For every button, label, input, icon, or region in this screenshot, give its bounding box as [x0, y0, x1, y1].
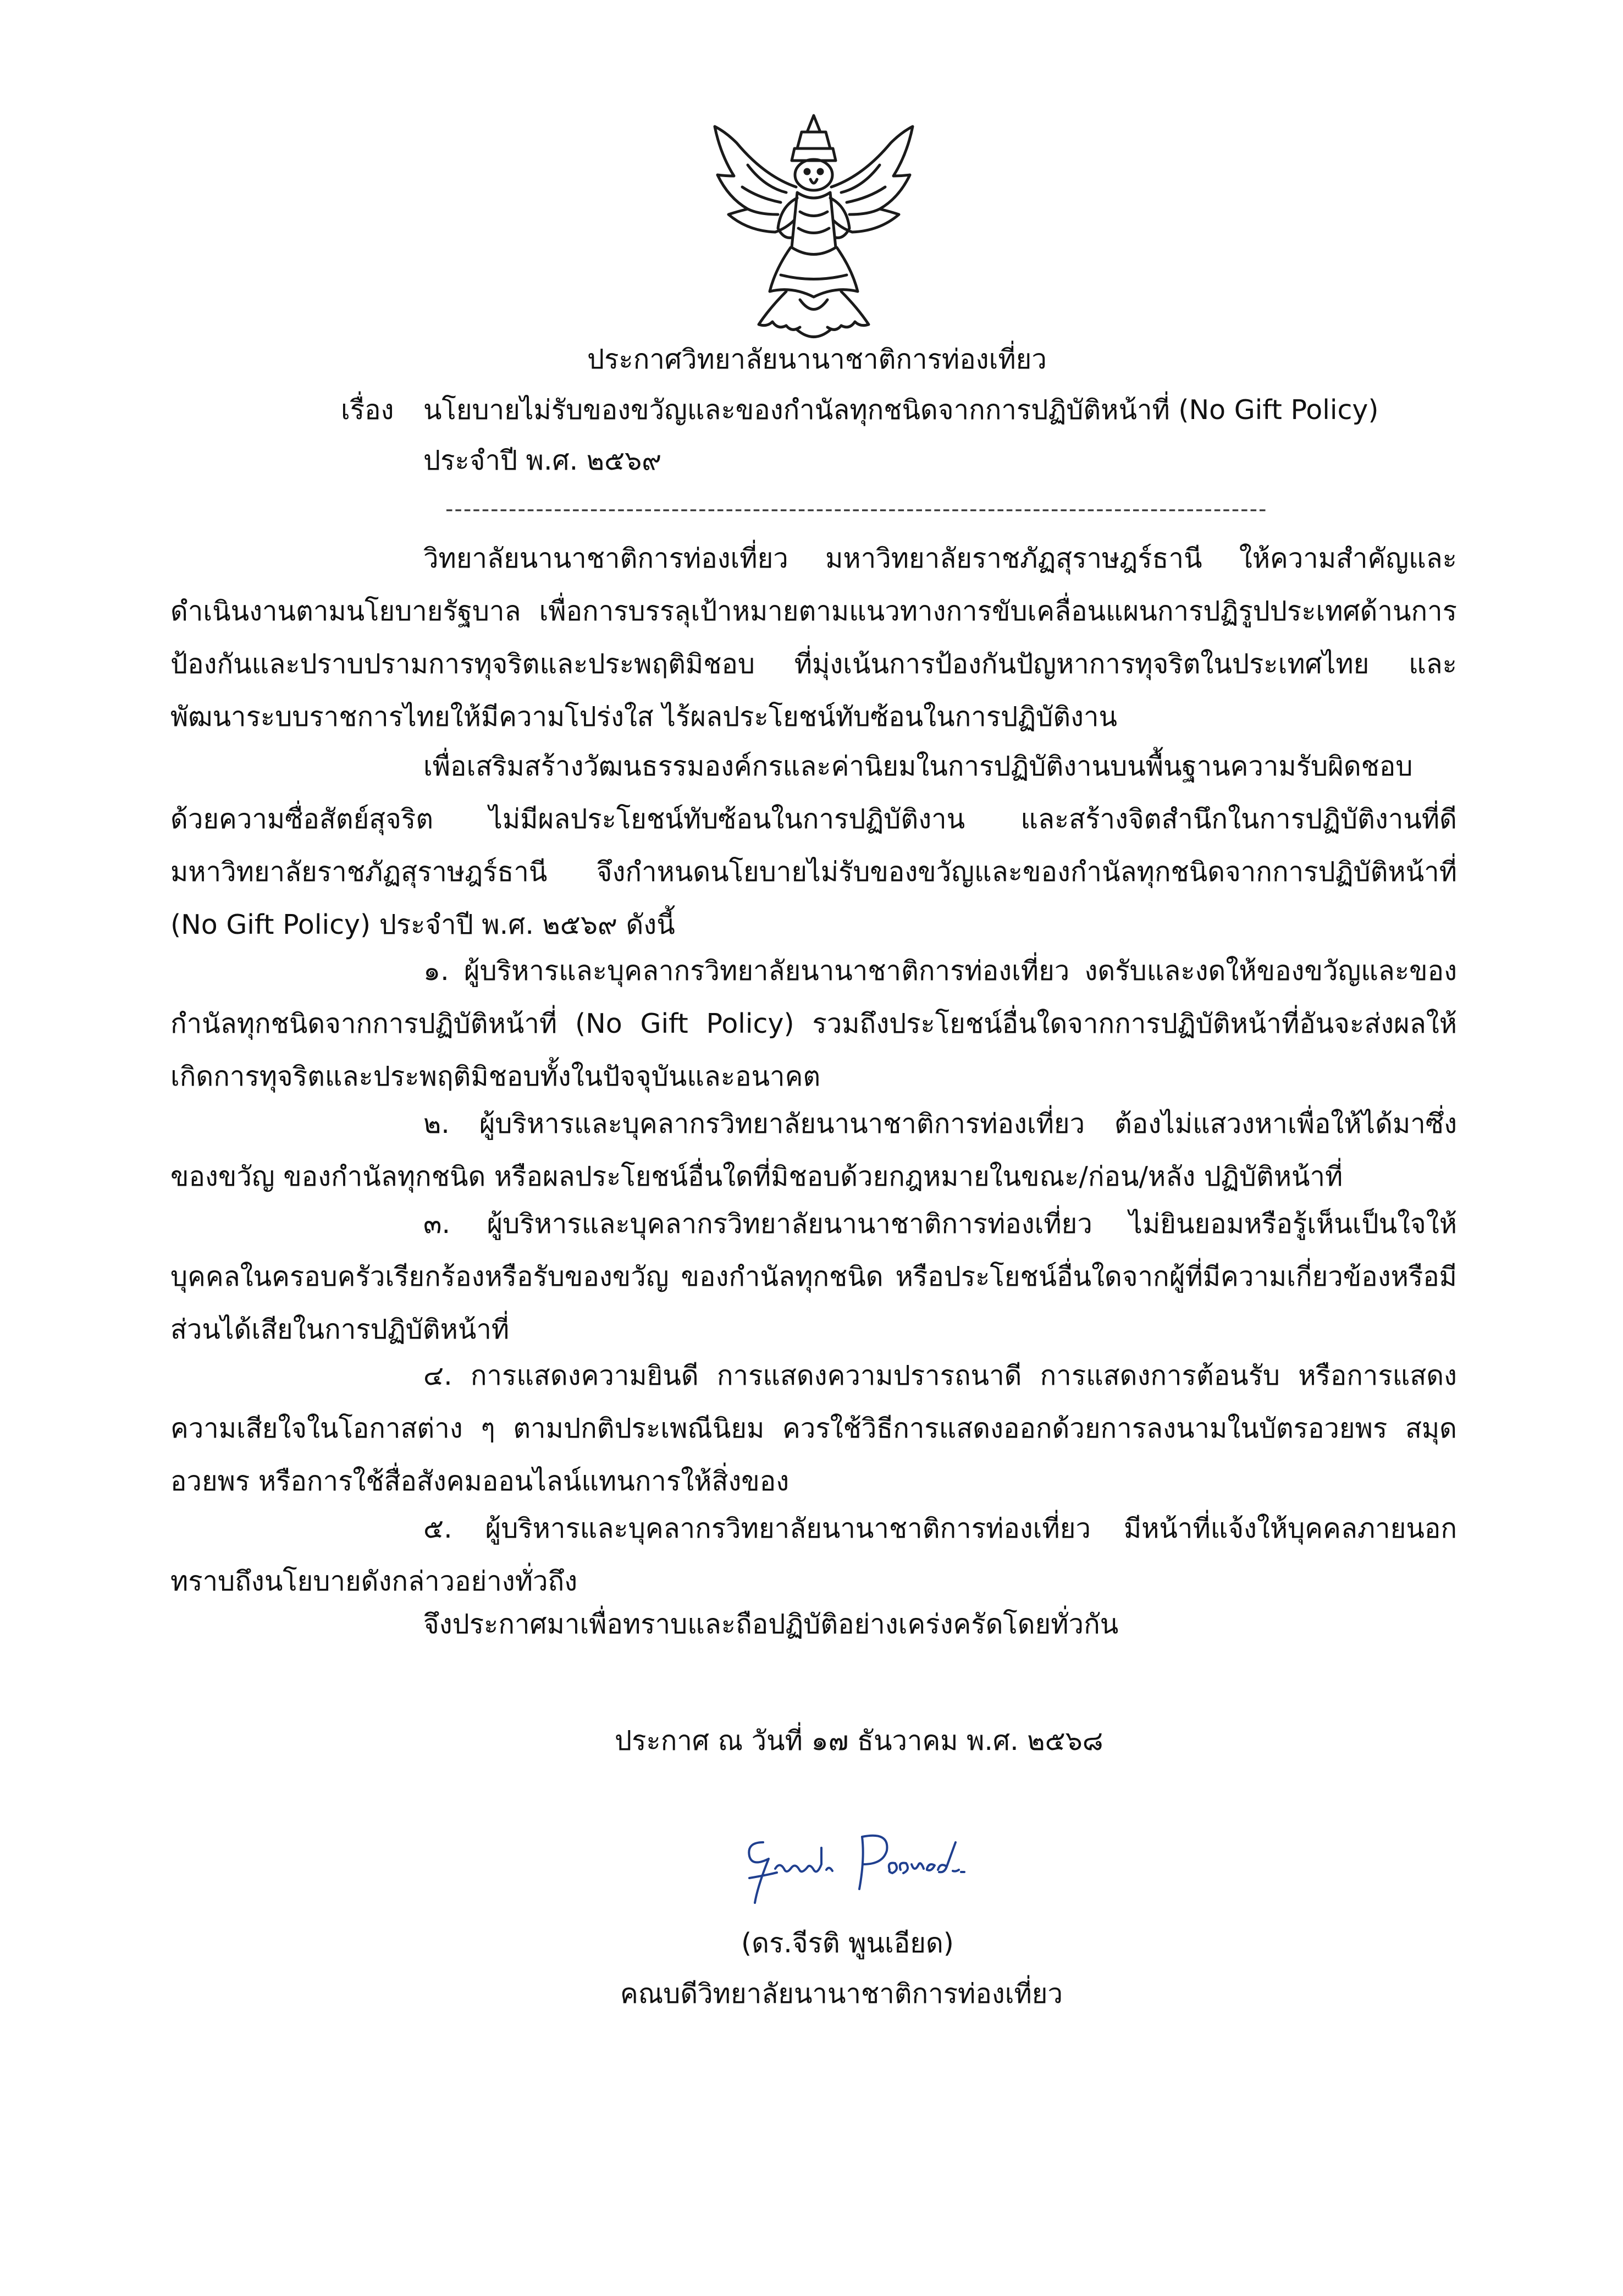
paragraph-intro-text: วิทยาลัยนานาชาติการท่องเที่ยว มหาวิทยาลัยราชภัฏสุราษฎร์ธานี ให้ความสำคัญและดำเนินงานตามนโยบายรัฐบาล เพื่อการบรรลุเป้าหมายตามแนวทางการขับเคลื่อนแผนการปฏิรูปประเทศด้านการป้องกันและปราบปรามการทุจริตและประพฤติมิชอบ ที่มุ่งเน้นการป้องกันปัญหาการทุจริตในประเทศไทย และพัฒนาระบบราชการไทยให้มีความโปร่งใส ไร้ผลประโยชน์ทับซ้อนในการปฏิบัติงาน — [170, 543, 1457, 733]
paragraph-purpose-text: เพื่อเสริมสร้างวัฒนธรรมองค์กรและค่านิยมในการปฏิบัติงานบนพื้นฐานความรับผิดชอบด้วยความซื่อสัตย์สุจริต ไม่มีผลประโยชน์ทับซ้อนในการปฏิบัติงาน และสร้างจิตสำนึกในการปฏิบัติงานที่ดี มหาวิทยาลัยราชภัฏสุราษฎร์ธานี จึงกำหนดนโยบายไม่รับของขวัญและของกำนัลทุกชนิดจากการปฏิบัติหน้าที่ (No Gift Policy) ประจำปี พ.ศ. ๒๕๖๙ ดังนี้ — [170, 751, 1457, 940]
policy-item-3 — [170, 1198, 1457, 1356]
subject-label: เรื่อง — [341, 394, 394, 426]
separator-line: ------------------------------------------------------------------------------------------- — [445, 497, 1268, 522]
policy-item-2-text: ๒. ผู้บริหารและบุคลากรวิทยาลัยนานาชาติการท่องเที่ยว ต้องไม่แสวงหาเพื่อให้ได้มาซึ่งของขวัญ ของกำนัลทุกชนิด หรือผลประโยชน์อื่นใดที่มิชอบด้วยกฎหมายในขณะ/ก่อน/หลัง ปฏิบัติหน้าที่ — [170, 1108, 1457, 1192]
garuda-emblem-icon — [704, 110, 924, 346]
policy-item-2 — [170, 1098, 1457, 1203]
policy-year: ประจำปี พ.ศ. ๒๕๖๙ — [423, 445, 662, 476]
announcement-date: ประกาศ ณ วันที่ ๑๗ ธันวาคม พ.ศ. ๒๕๖๘ — [615, 1725, 1103, 1757]
policy-item-5-text: ๕. ผู้บริหารและบุคลากรวิทยาลัยนานาชาติการท่องเที่ยว มีหน้าที่แจ้งให้บุคคลภายนอกทราบถึงนโยบายดังกล่าวอย่างทั่วถึง — [170, 1513, 1457, 1597]
policy-item-3-text: ๓. ผู้บริหารและบุคลากรวิทยาลัยนานาชาติการท่องเที่ยว ไม่ยินยอมหรือรู้เห็นเป็นใจให้บุคคลในครอบครัวเรียกร้องหรือรับของขวัญ ของกำนัลทุกชนิด หรือประโยชน์อื่นใดจากผู้ที่มีความเกี่ยวข้องหรือมีส่วนได้เสียในการปฏิบัติหน้าที่ — [170, 1208, 1457, 1345]
signer-position: คณบดีวิทยาลัยนานาชาติการท่องเที่ยว — [620, 1978, 1063, 2009]
announcement-title: ประกาศวิทยาลัยนานาชาติการท่องเที่ยว — [587, 344, 1047, 375]
closing-statement: จึงประกาศมาเพื่อทราบและถือปฏิบัติอย่างเคร่งครัดโดยทั่วกัน — [423, 1609, 1119, 1640]
paragraph-intro — [170, 532, 1457, 744]
policy-item-5 — [170, 1502, 1457, 1608]
policy-item-1-text: ๑. ผู้บริหารและบุคลากรวิทยาลัยนานาชาติการท่องเที่ยว งดรับและงดให้ของขวัญและของกำนัลทุกชนิดจากการปฏิบัติหน้าที่ (No Gift Policy) รวมถึงประโยชน์อื่นใดจากการปฏิบัติหน้าที่อันจะส่งผลให้เกิดการทุจริตและประพฤติมิชอบทั้งในปัจจุบันและอนาคต — [170, 955, 1457, 1092]
policy-item-1 — [170, 945, 1457, 1103]
policy-item-4 — [170, 1350, 1457, 1508]
subject-text: นโยบายไม่รับของขวัญและของกำนัลทุกชนิดจากการปฏิบัติหน้าที่ (No Gift Policy) — [423, 394, 1379, 426]
signature-icon — [725, 1826, 978, 1908]
signer-name: (ดร.จีรติ พูนเอียด) — [741, 1928, 954, 1959]
policy-item-4-text: ๔. การแสดงความยินดี การแสดงความปรารถนาดี การแสดงการต้อนรับ หรือการแสดงความเสียใจในโอกาสต่าง ๆ ตามปกติประเพณีนิยม ควรใช้วิธีการแสดงออกด้วยการลงนามในบัตรอวยพร สมุดอวยพร หรือการใช้สื่อสังคมออนไลน์แทนการให้สิ่งของ — [170, 1360, 1457, 1497]
paragraph-purpose — [170, 740, 1457, 951]
